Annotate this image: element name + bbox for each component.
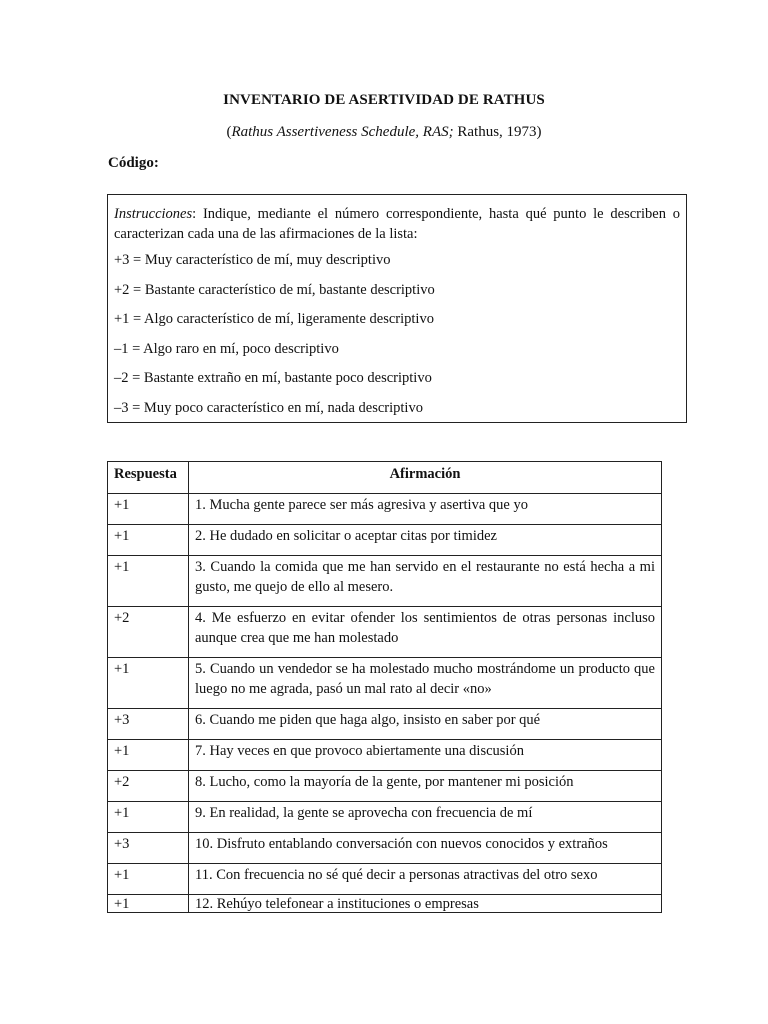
statement-cell: 2. He dudado en solicitar o aceptar citas por timidez (189, 525, 662, 556)
response-cell: +1 (108, 658, 189, 709)
statement-cell: 12. Rehúyo telefonear a instituciones o empresas (189, 895, 662, 913)
statement-cell: 7. Hay veces en que provoco abiertamente una discusión (189, 740, 662, 771)
table-row (108, 771, 662, 802)
statement-cell: 1. Mucha gente parece ser más agresiva y asertiva que yo (189, 494, 662, 525)
subtitle-rest: Rathus, 1973) (453, 124, 542, 140)
table-row (108, 658, 662, 709)
table-row (108, 709, 662, 740)
scale-item-minus2: –2 = Bastante extraño en mí, bastante poco descriptivo (114, 370, 432, 386)
response-cell: +2 (108, 607, 189, 658)
scale-item-minus3: –3 = Muy poco característico en mí, nada descriptivo (114, 399, 423, 416)
response-cell: +1 (108, 556, 189, 607)
document-title: INVENTARIO DE ASERTIVIDAD DE RATHUS (223, 92, 545, 108)
instructions-intro (114, 204, 680, 244)
table-row (108, 740, 662, 771)
table-row (108, 525, 662, 556)
scale-item-plus1: +1 = Algo característico de mí, ligeramente descriptivo (114, 311, 434, 327)
statement-cell: 6. Cuando me piden que haga algo, insisto en saber por qué (189, 709, 662, 740)
response-cell: +2 (108, 771, 189, 802)
response-cell: +1 (108, 802, 189, 833)
scale-item-minus1: –1 = Algo raro en mí, poco descriptivo (114, 340, 339, 357)
instructions-text: : Indique, mediante el número correspondiente, hasta qué punto le describen o caracterizan cada una de las afirmaciones de la lista: (114, 206, 680, 242)
response-cell: +1 (108, 494, 189, 525)
subtitle-italic: Rathus Assertiveness Schedule, RAS; (231, 124, 454, 140)
statement-cell: 11. Con frecuencia no sé qué decir a personas atractivas del otro sexo (189, 864, 662, 895)
code-label: Código: (108, 155, 159, 171)
statement-cell: 9. En realidad, la gente se aprovecha con frecuencia de mí (189, 802, 662, 833)
statement-cell: 4. Me esfuerzo en evitar ofender los sentimientos de otras personas incluso aunque crea que me han molestado (189, 607, 662, 658)
statement-cell: 5. Cuando un vendedor se ha molestado mucho mostrándome un producto que luego no me agrada, pasó un mal rato al decir «no» (189, 658, 662, 709)
assertiveness-items-table (107, 461, 662, 913)
table-header-row (108, 462, 662, 494)
table-row (108, 556, 662, 607)
table-row (108, 607, 662, 658)
table-row (108, 864, 662, 895)
scale-item-plus2: +2 = Bastante característico de mí, bastante descriptivo (114, 281, 435, 298)
header-statement: Afirmación (189, 462, 662, 494)
table-row (108, 802, 662, 833)
response-cell: +3 (108, 833, 189, 864)
header-response: Respuesta (108, 462, 189, 494)
response-cell: +3 (108, 709, 189, 740)
response-cell: +1 (108, 895, 189, 913)
statement-cell: 3. Cuando la comida que me han servido en el restaurante no está hecha a mi gusto, me quejo de ello al mesero. (189, 556, 662, 607)
table-row (108, 494, 662, 525)
scale-item-plus3: +3 = Muy característico de mí, muy descriptivo (114, 252, 391, 268)
response-cell: +1 (108, 525, 189, 556)
table-row (108, 833, 662, 864)
response-cell: +1 (108, 740, 189, 771)
response-cell: +1 (108, 864, 189, 895)
subtitle-open: ( (226, 124, 232, 140)
statement-cell: 10. Disfruto entablando conversación con nuevos conocidos y extraños (189, 833, 662, 864)
instructions-box (107, 194, 687, 423)
instructions-label: Instrucciones (114, 206, 193, 222)
statement-cell: 8. Lucho, como la mayoría de la gente, por mantener mi posición (189, 771, 662, 802)
table-row (108, 895, 662, 913)
document-subtitle (0, 124, 768, 141)
